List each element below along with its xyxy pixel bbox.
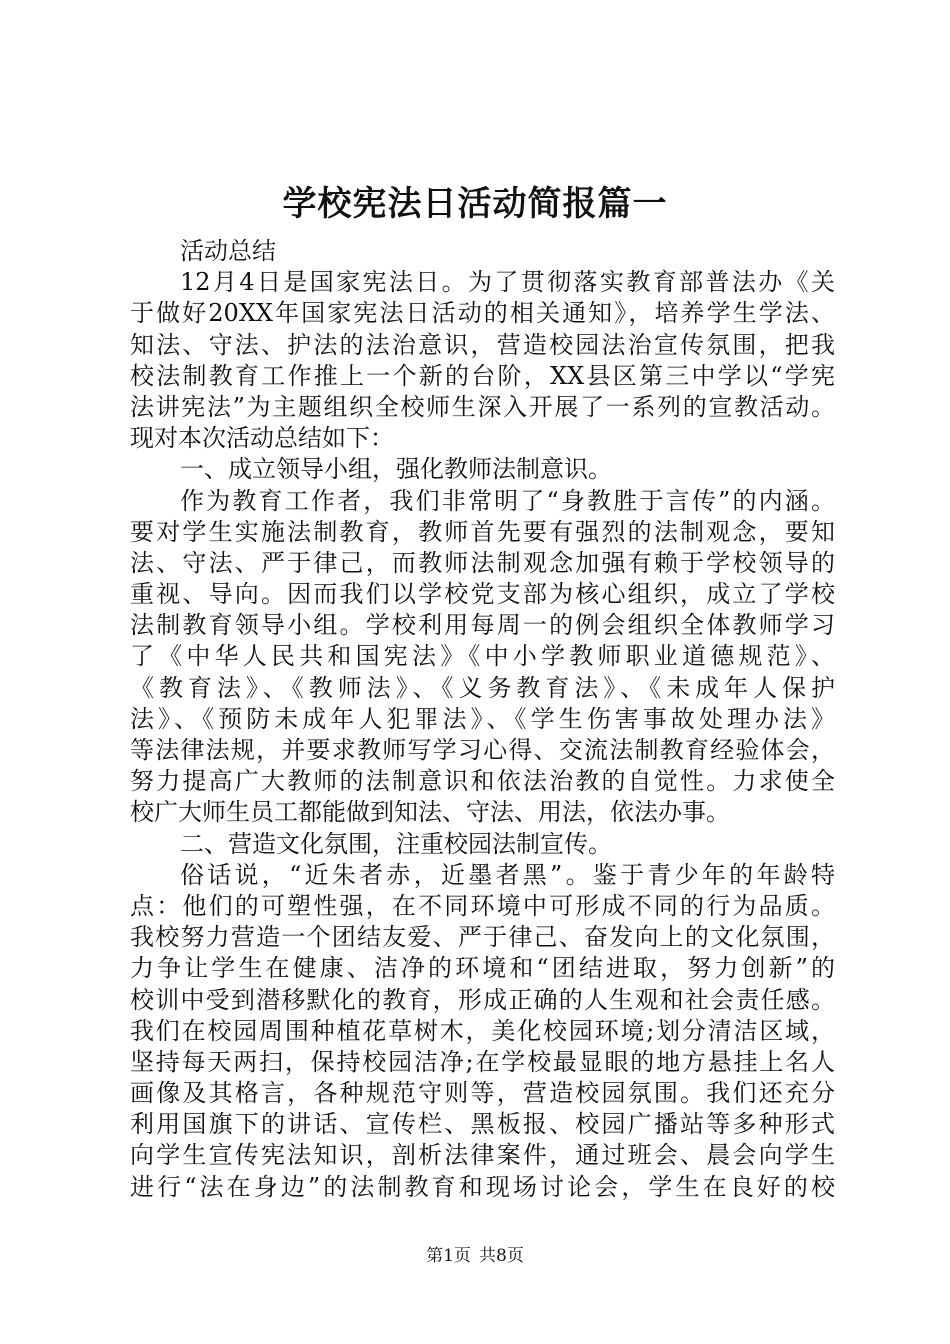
- body-line: 重视、导向。因而我们以学校党支部为核心组织，成立了学校: [130, 580, 835, 609]
- body-line: 于做好20XX年国家宪法日活动的相关通知》，培养学生学法、: [130, 299, 835, 328]
- body-line: 进行“法在身边”的法制教育和现场讨论会，学生在良好的校: [130, 1172, 835, 1201]
- body-line: 校法制教育工作推上一个新的台阶，XX县区第三中学以“学宪: [130, 361, 835, 390]
- document-body: [130, 236, 835, 1203]
- body-line: 法》、《预防未成年人犯罪法》、《学生伤害事故处理办法》: [130, 704, 835, 733]
- page-total: 共8页: [479, 1246, 524, 1266]
- body-line: 利用国旗下的讲话、宣传栏、黑板报、校园广播站等多种形式: [130, 1110, 835, 1139]
- body-line: 点：他们的可塑性强，在不同环境中可形成不同的行为品质。: [130, 891, 835, 920]
- body-line: 俗话说，“近朱者赤，近墨者黑”。鉴于青少年的年龄特: [180, 860, 835, 889]
- section-heading-1: 一、成立领导小组，强化教师法制意识。: [180, 455, 612, 484]
- body-line: 法制教育领导小组。学校利用每周一的例会组织全体教师学习: [130, 611, 835, 640]
- page-number: 第1页: [426, 1246, 471, 1266]
- body-line: 等法律法规，并要求教师写学习心得、交流法制教育经验体会，: [130, 736, 835, 764]
- body-line: 法讲宪法”为主题组织全校师生深入开展了一系列的宣教活动。: [130, 392, 835, 421]
- section-heading-summary: 活动总结: [180, 237, 276, 265]
- body-line: 《教育法》、《教师法》、《义务教育法》、《未成年人保护: [130, 673, 835, 702]
- body-line: 校广大师生员工都能做到知法、守法、用法，依法办事。: [130, 798, 730, 827]
- body-line: 我校努力营造一个团结友爱、严于律己、奋发向上的文化氛围，: [130, 923, 835, 952]
- body-line: 要对学生实施法制教育，教师首先要有强烈的法制观念，要知: [130, 517, 835, 546]
- body-line: 我们在校园周围种植花草树木，美化校园环境;划分清洁区域，: [130, 1016, 835, 1045]
- body-line: 校训中受到潜移默化的教育，形成正确的人生观和社会责任感。: [130, 985, 835, 1014]
- body-line: 力争让学生在健康、洁净的环境和“团结进取，努力创新”的: [130, 954, 835, 983]
- page-footer: [0, 1245, 950, 1267]
- document-title: 学校宪法日活动简报篇一: [282, 184, 668, 224]
- body-line: 画像及其格言，各种规范守则等，营造校园氛围。我们还充分: [130, 1079, 835, 1108]
- body-line: 坚持每天两扫，保持校园洁净;在学校最显眼的地方悬挂上名人: [130, 1047, 835, 1076]
- body-line: 努力提高广大教师的法制意识和依法治教的自觉性。力求使全: [130, 767, 835, 796]
- body-line: 法、守法、严于律己，而教师法制观念加强有赖于学校领导的: [130, 548, 835, 577]
- body-line: 知法、守法、护法的法治意识，营造校园法治宣传氛围，把我: [130, 330, 835, 359]
- body-line: 现对本次活动总结如下：: [130, 424, 394, 453]
- body-line: 作为教育工作者，我们非常明了“身教胜于言传”的内涵。: [180, 486, 835, 515]
- body-line: 向学生宣传宪法知识，剖析法律案件，通过班会、晨会向学生: [130, 1141, 835, 1170]
- body-line: 了《中华人民共和国宪法》《中小学教师职业道德规范》、: [130, 642, 835, 671]
- body-line: 12月4日是国家宪法日。为了贯彻落实教育部普法办《关: [180, 268, 835, 297]
- section-heading-2: 二、营造文化氛围，注重校园法制宣传。: [180, 829, 612, 858]
